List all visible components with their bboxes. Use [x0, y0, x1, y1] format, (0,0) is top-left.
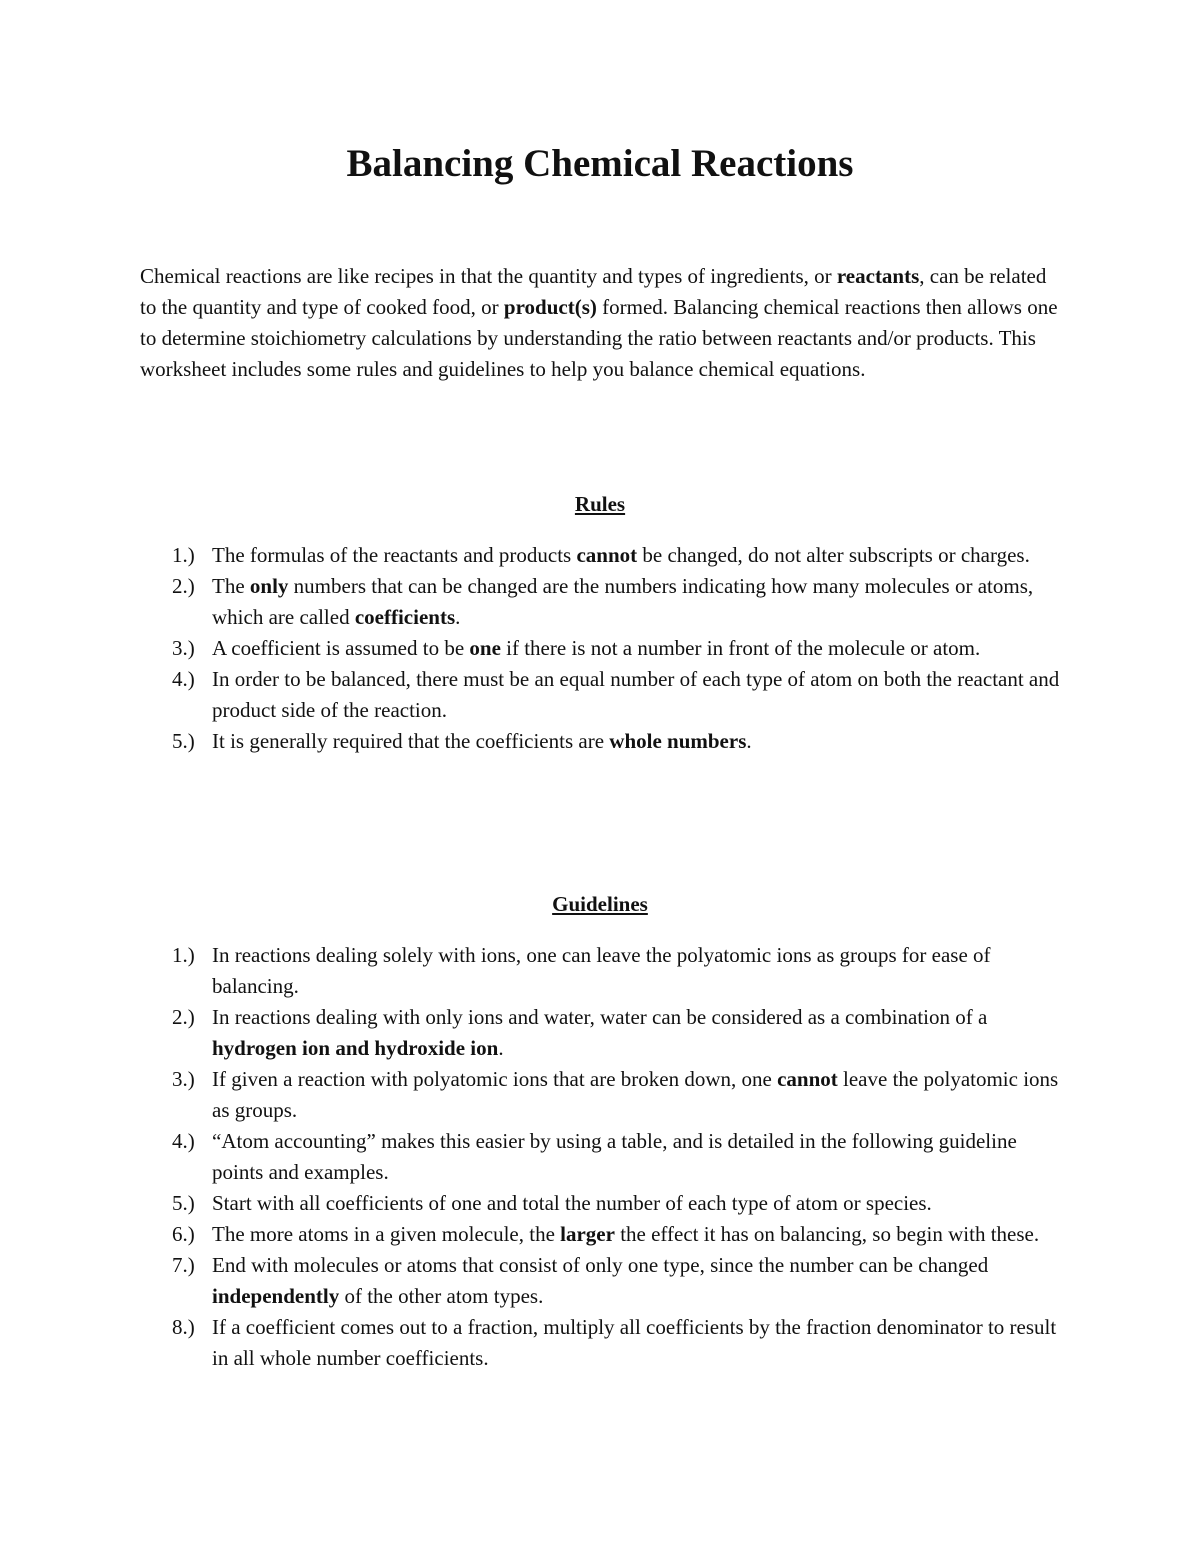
- guidelines-list: [140, 940, 1070, 1374]
- list-item: [140, 540, 1070, 571]
- intro-paragraph: [140, 261, 1065, 385]
- item-number: 6.): [172, 1222, 195, 1246]
- list-item: [140, 940, 1070, 1002]
- item-text: It is generally required that the coefficients are: [212, 729, 610, 753]
- item-text: In reactions dealing solely with ions, one can leave the polyatomic ions as groups for ease of balancing.: [212, 943, 991, 998]
- item-number: 1.): [172, 543, 195, 567]
- rules-heading: Rules: [574, 492, 626, 516]
- list-item: [140, 1126, 1070, 1188]
- item-text: In reactions dealing with only ions and water, water can be considered as a combination of a: [212, 1005, 988, 1029]
- list-item: [140, 1002, 1070, 1064]
- page-title: Balancing Chemical Reactions: [346, 142, 854, 185]
- intro-text: Chemical reactions are like recipes in that the quantity and types of ingredients, or: [140, 264, 837, 288]
- item-text: of the other atom types.: [339, 1284, 544, 1308]
- item-text: In order to be balanced, there must be an equal number of each type of atom on both the reactant and product side of the reaction.: [212, 667, 1060, 722]
- list-item: [140, 1250, 1070, 1312]
- item-bold-text: hydrogen ion and hydroxide ion: [212, 1036, 499, 1060]
- intro-bold-term: product(s): [503, 295, 597, 319]
- item-text: The: [212, 574, 250, 598]
- list-item: [140, 571, 1070, 633]
- rules-list: [140, 540, 1070, 757]
- item-text: if there is not a number in front of the molecule or atom.: [500, 636, 981, 660]
- item-text: End with molecules or atoms that consist of only one type, since the number can be changed: [212, 1253, 989, 1277]
- item-text: A coefficient is assumed to be: [212, 636, 470, 660]
- item-number: 2.): [172, 574, 195, 598]
- item-text: numbers that can be changed are the numbers indicating how many molecules or atoms, which are called: [212, 574, 1034, 629]
- item-bold-text: larger: [560, 1222, 615, 1246]
- item-text: be changed, do not alter subscripts or charges.: [637, 543, 1030, 567]
- list-item: [140, 1219, 1070, 1250]
- item-number: 5.): [172, 729, 195, 753]
- item-number: 5.): [172, 1191, 195, 1215]
- item-text: The formulas of the reactants and products: [212, 543, 577, 567]
- list-item: [140, 1064, 1070, 1126]
- item-text: The more atoms in a given molecule, the: [212, 1222, 561, 1246]
- item-number: 4.): [172, 1129, 195, 1153]
- guidelines-heading: Guidelines: [552, 892, 648, 916]
- intro-text: , can be related to the quantity and type of cooked food, or: [140, 264, 1047, 319]
- item-bold-text: cannot: [777, 1067, 838, 1091]
- item-bold-text: cannot: [576, 543, 638, 567]
- item-number: 7.): [172, 1253, 195, 1277]
- list-item: [140, 633, 1070, 664]
- item-text: .: [746, 729, 752, 753]
- list-item: [140, 1312, 1070, 1374]
- list-item: [140, 1188, 1070, 1219]
- item-number: 3.): [172, 636, 195, 660]
- item-text: Start with all coefficients of one and total the number of each type of atom or species.: [212, 1191, 932, 1215]
- item-text: If a coefficient comes out to a fraction, multiply all coefficients by the fraction denominator to result in all whole number coefficients.: [212, 1315, 1057, 1370]
- item-text: .: [455, 605, 461, 629]
- item-number: 1.): [172, 943, 195, 967]
- item-text: the effect it has on balancing, so begin with these.: [614, 1222, 1040, 1246]
- list-item: [140, 726, 1070, 757]
- item-bold-text: coefficients: [354, 605, 456, 629]
- item-text: “Atom accounting” makes this easier by using a table, and is detailed in the following guideline points and examples.: [212, 1129, 1017, 1184]
- item-number: 8.): [172, 1315, 195, 1339]
- intro-text: formed. Balancing chemical reactions then allows one to determine stoichiometry calculations by understanding the ratio between reactants and/or products. This worksheet includes some rules and guidelines to help you balance chemical equations.: [140, 295, 1058, 381]
- item-number: 3.): [172, 1067, 195, 1091]
- intro-bold-term: reactants: [836, 264, 920, 288]
- item-bold-text: independently: [212, 1284, 340, 1308]
- item-text: .: [498, 1036, 504, 1060]
- item-bold-text: one: [469, 636, 501, 660]
- item-number: 4.): [172, 667, 195, 691]
- item-text: leave the polyatomic ions as groups.: [212, 1067, 1059, 1122]
- item-bold-text: only: [249, 574, 289, 598]
- item-number: 2.): [172, 1005, 195, 1029]
- item-bold-text: whole numbers: [609, 729, 747, 753]
- item-text: If given a reaction with polyatomic ions that are broken down, one: [212, 1067, 778, 1091]
- list-item: [140, 664, 1070, 726]
